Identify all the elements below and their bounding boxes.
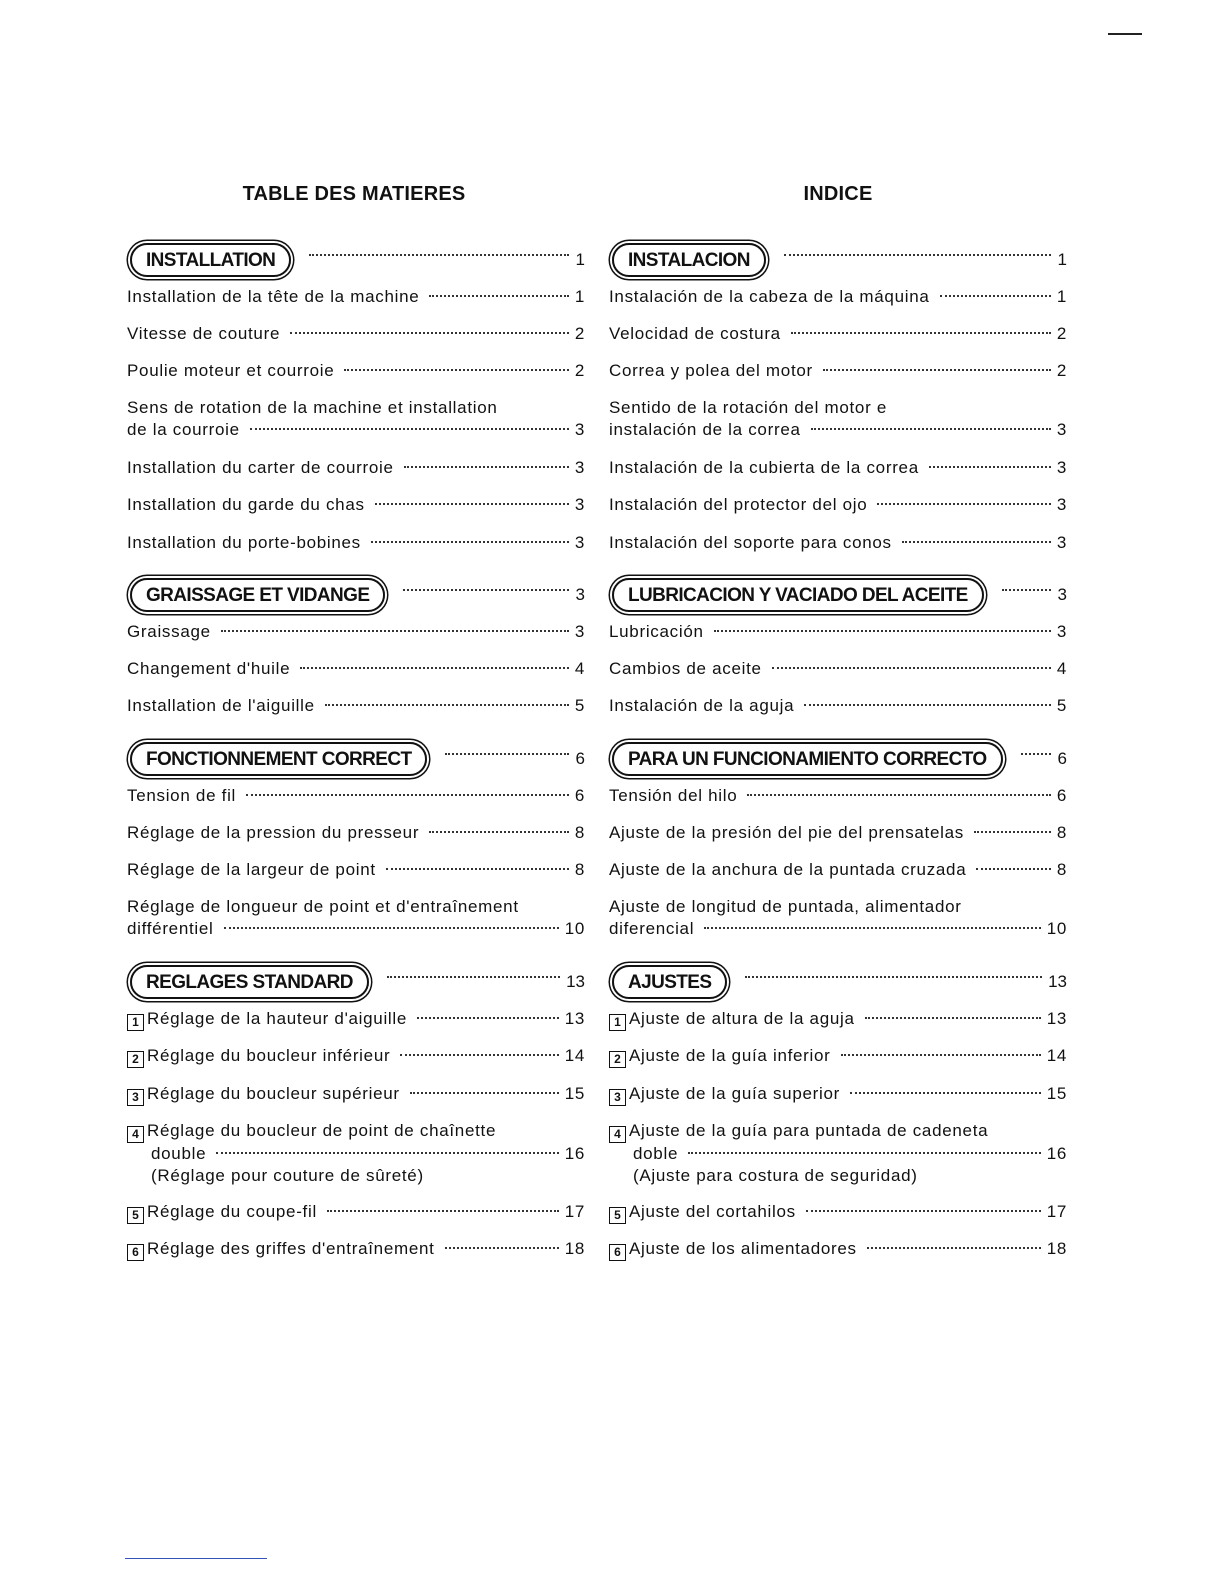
dot-leader xyxy=(400,1054,558,1056)
toc-entry[interactable] xyxy=(609,397,1067,441)
section-heading: REGLAGES STANDARD xyxy=(130,965,369,999)
entry-label: Graissage xyxy=(127,622,211,641)
section-heading: FONCTIONNEMENT CORRECT xyxy=(130,742,427,776)
entry-note: (Ajuste para costura de seguridad) xyxy=(633,1165,918,1185)
dot-leader xyxy=(403,589,569,591)
step-number-box: 3 xyxy=(127,1089,144,1106)
page-number: 3 xyxy=(1056,458,1067,477)
toc-entry[interactable] xyxy=(127,859,585,881)
dot-leader xyxy=(745,976,1042,978)
dot-leader xyxy=(445,753,569,755)
entry-label: Réglage de la largeur de point xyxy=(127,860,376,879)
toc-entry[interactable] xyxy=(127,695,585,717)
toc-entry[interactable] xyxy=(127,1083,585,1106)
dot-leader xyxy=(806,1210,1041,1212)
section-heading-row[interactable] xyxy=(127,243,585,277)
dot-leader xyxy=(688,1152,1041,1154)
step-number-box: 3 xyxy=(609,1089,626,1106)
entry-label: Vitesse de couture xyxy=(127,324,281,343)
page-number: 5 xyxy=(1056,696,1067,715)
dot-leader xyxy=(841,1054,1041,1056)
dot-leader xyxy=(1002,589,1051,591)
entry-label: Ajuste de la guía superior xyxy=(629,1084,840,1103)
entry-label: Poulie moteur et courroie xyxy=(127,361,335,380)
entry-label: doble xyxy=(633,1143,679,1163)
dot-leader xyxy=(429,831,569,833)
page-number: 2 xyxy=(574,361,585,380)
step-number-box: 2 xyxy=(609,1051,626,1068)
page-number: 18 xyxy=(564,1239,585,1258)
toc-entry[interactable] xyxy=(127,360,585,382)
entry-label: Instalación del protector del ojo xyxy=(609,495,868,514)
entry-label-line1: Ajuste de la guía para puntada de cadeneta xyxy=(629,1121,989,1140)
step-number-box: 4 xyxy=(127,1126,144,1143)
dot-leader xyxy=(929,466,1051,468)
page-number: 13 xyxy=(564,1009,585,1028)
entry-label-line1: Réglage de longueur de point et d'entraînement xyxy=(127,897,519,916)
section-heading: INSTALACION xyxy=(612,243,766,277)
dot-leader xyxy=(704,927,1040,929)
entry-label: de la courroie xyxy=(127,420,240,439)
dot-leader xyxy=(221,630,569,632)
toc-entry[interactable] xyxy=(609,286,1067,308)
toc-entry[interactable] xyxy=(609,896,1067,940)
entry-label: Réglage du boucleur inférieur xyxy=(147,1046,391,1065)
entry-label: Installation de la tête de la machine xyxy=(127,287,420,306)
page-number: 10 xyxy=(564,919,585,938)
entry-label: Installation du carter de courroie xyxy=(127,458,394,477)
page-number: 1 xyxy=(1056,287,1067,306)
scan-line xyxy=(125,1558,267,1559)
section-heading: INSTALLATION xyxy=(130,243,291,277)
page-number: 16 xyxy=(564,1143,585,1163)
page-number: 18 xyxy=(1046,1239,1067,1258)
step-number-box: 6 xyxy=(127,1244,144,1261)
entry-label-line1: Sens de rotation de la machine et installation xyxy=(127,398,498,417)
dot-leader xyxy=(429,295,568,297)
entry-label: Ajuste de los alimentadores xyxy=(629,1239,857,1258)
page-number: 17 xyxy=(1046,1202,1067,1221)
page-number: 2 xyxy=(1056,361,1067,380)
dot-leader xyxy=(290,332,569,334)
toc-entry[interactable] xyxy=(609,822,1067,844)
page-number: 14 xyxy=(564,1046,585,1065)
section-heading-row[interactable] xyxy=(127,578,585,612)
step-number-box: 1 xyxy=(127,1014,144,1031)
toc-entry[interactable] xyxy=(609,323,1067,345)
toc-entry[interactable] xyxy=(609,1045,1067,1068)
entry-label: Ajuste de la presión del pie del prensatelas xyxy=(609,823,964,842)
entry-label: Tensión del hilo xyxy=(609,786,738,805)
page-number: 3 xyxy=(574,458,585,477)
page-number: 10 xyxy=(1046,919,1067,938)
page-number: 6 xyxy=(574,786,585,805)
entry-label: Cambios de aceite xyxy=(609,659,762,678)
toc-entry[interactable] xyxy=(127,896,585,940)
entry-label: Installation du garde du chas xyxy=(127,495,365,514)
page-number: 3 xyxy=(574,622,585,641)
section-heading-row[interactable] xyxy=(609,742,1067,776)
entry-label: instalación de la correa xyxy=(609,420,801,439)
page-number: 2 xyxy=(574,324,585,343)
dot-leader xyxy=(902,541,1051,543)
toc-entry[interactable] xyxy=(609,621,1067,643)
entry-note: (Réglage pour couture de sûreté) xyxy=(151,1165,424,1185)
step-number-box: 4 xyxy=(609,1126,626,1143)
entry-label: Lubricación xyxy=(609,622,704,641)
toc-entry[interactable] xyxy=(127,1045,585,1068)
page-number: 3 xyxy=(1056,420,1067,439)
entry-label: Installation du porte-bobines xyxy=(127,533,361,552)
toc-entry[interactable] xyxy=(127,1120,585,1187)
toc-entry[interactable] xyxy=(609,1238,1067,1261)
page-number: 6 xyxy=(575,749,585,768)
dot-leader xyxy=(309,254,569,256)
toc-entry[interactable] xyxy=(127,286,585,308)
dot-leader xyxy=(344,369,568,371)
toc-entry[interactable] xyxy=(127,457,585,479)
page-number: 3 xyxy=(1057,585,1067,604)
step-number-box: 5 xyxy=(609,1207,626,1224)
page-number: 17 xyxy=(564,1202,585,1221)
toc-entry[interactable] xyxy=(609,1083,1067,1106)
toc-entry[interactable] xyxy=(609,532,1067,554)
dot-leader xyxy=(216,1152,558,1154)
dot-leader xyxy=(445,1247,559,1249)
page-number: 6 xyxy=(1057,749,1067,768)
entry-label: Réglage de la hauteur d'aiguille xyxy=(147,1009,408,1028)
toc-entry[interactable] xyxy=(609,1201,1067,1224)
section-heading: AJUSTES xyxy=(612,965,727,999)
dot-leader xyxy=(300,667,569,669)
page-number: 8 xyxy=(1056,823,1067,842)
entry-label: Ajuste de la anchura de la puntada cruzada xyxy=(609,860,967,879)
entry-label: Instalación de la cubierta de la correa xyxy=(609,458,919,477)
toc-entry[interactable] xyxy=(127,1008,585,1031)
toc-entry[interactable] xyxy=(609,457,1067,479)
toc-entry[interactable] xyxy=(127,1238,585,1261)
dot-leader xyxy=(327,1210,559,1212)
page-number: 15 xyxy=(564,1084,585,1103)
page-number: 3 xyxy=(574,495,585,514)
dot-leader xyxy=(250,428,569,430)
dot-leader xyxy=(865,1017,1041,1019)
step-number-box: 2 xyxy=(127,1051,144,1068)
dot-leader xyxy=(325,704,569,706)
dot-leader xyxy=(850,1092,1041,1094)
section-heading-row[interactable] xyxy=(127,742,585,776)
step-number-box: 1 xyxy=(609,1014,626,1031)
dot-leader xyxy=(404,466,569,468)
page-number: 1 xyxy=(574,287,585,306)
dot-leader xyxy=(410,1092,559,1094)
dot-leader xyxy=(224,927,559,929)
section-heading: PARA UN FUNCIONAMIENTO CORRECTO xyxy=(612,742,1003,776)
toc-entry[interactable] xyxy=(127,785,585,807)
toc-entry[interactable] xyxy=(127,494,585,516)
entry-label: Réglage des griffes d'entraînement xyxy=(147,1239,435,1258)
page-number: 1 xyxy=(575,250,585,269)
dot-leader xyxy=(371,541,569,543)
toc-column-spanish xyxy=(609,0,1067,1300)
page-number: 13 xyxy=(566,972,585,991)
entry-label: Tension de fil xyxy=(127,786,237,805)
toc-entry[interactable] xyxy=(609,494,1067,516)
column-title: TABLE DES MATIERES xyxy=(242,183,466,205)
page-number: 3 xyxy=(575,585,585,604)
page-number: 3 xyxy=(574,420,585,439)
entry-label-line1: Ajuste de longitud de puntada, alimentador xyxy=(609,897,962,916)
section-heading-row[interactable] xyxy=(609,578,1067,612)
toc-entry[interactable] xyxy=(127,397,585,441)
page-number: 14 xyxy=(1046,1046,1067,1065)
entry-label-line1: Sentido de la rotación del motor e xyxy=(609,398,888,417)
section-heading: LUBRICACION Y VACIADO DEL ACEITE xyxy=(612,578,984,612)
page-number: 13 xyxy=(1046,1009,1067,1028)
entry-label: Réglage du coupe-fil xyxy=(147,1202,317,1221)
dot-leader xyxy=(804,704,1051,706)
toc-entry[interactable] xyxy=(127,1201,585,1224)
page-number: 6 xyxy=(1056,786,1067,805)
entry-label-line1: Réglage du boucleur de point de chaînette xyxy=(147,1121,497,1140)
toc-column-french xyxy=(127,0,585,1300)
section-heading-row[interactable] xyxy=(609,965,1067,999)
entry-label: Installation de l'aiguille xyxy=(127,696,315,715)
step-number-box: 6 xyxy=(609,1244,626,1261)
entry-label: Ajuste de la guía inferior xyxy=(629,1046,831,1065)
page-number: 8 xyxy=(574,860,585,879)
dot-leader xyxy=(772,667,1051,669)
dot-leader xyxy=(1021,753,1051,755)
entry-label: double xyxy=(151,1143,207,1163)
section-heading: GRAISSAGE ET VIDANGE xyxy=(130,578,385,612)
entry-label: Instalación del soporte para conos xyxy=(609,533,892,552)
page-number: 3 xyxy=(574,533,585,552)
toc-entry[interactable] xyxy=(609,658,1067,680)
dot-leader xyxy=(867,1247,1041,1249)
entry-label: Réglage du boucleur supérieur xyxy=(147,1084,400,1103)
dot-leader xyxy=(417,1017,559,1019)
section-heading-row[interactable] xyxy=(609,243,1067,277)
toc-entry[interactable] xyxy=(609,859,1067,881)
dot-leader xyxy=(375,503,569,505)
scan-mark xyxy=(1108,33,1142,35)
toc-entry[interactable] xyxy=(127,621,585,643)
entry-label: Changement d'huile xyxy=(127,659,291,678)
entry-label: Instalación de la aguja xyxy=(609,696,795,715)
dot-leader xyxy=(784,254,1051,256)
page-number: 15 xyxy=(1046,1084,1067,1103)
page-number: 2 xyxy=(1056,324,1067,343)
section-heading-row[interactable] xyxy=(127,965,585,999)
dot-leader xyxy=(940,295,1051,297)
entry-label: Réglage de la pression du presseur xyxy=(127,823,420,842)
entry-label: Instalación de la cabeza de la máquina xyxy=(609,287,930,306)
entry-label: diferencial xyxy=(609,919,695,938)
toc-entry[interactable] xyxy=(609,1008,1067,1031)
page-number: 3 xyxy=(1056,622,1067,641)
entry-label: Ajuste de altura de la aguja xyxy=(629,1009,855,1028)
page-number: 3 xyxy=(1056,495,1067,514)
dot-leader xyxy=(974,831,1051,833)
page-number: 3 xyxy=(1056,533,1067,552)
dot-leader xyxy=(823,369,1051,371)
dot-leader xyxy=(791,332,1051,334)
toc-entry[interactable] xyxy=(127,323,585,345)
page-number: 8 xyxy=(1056,860,1067,879)
toc-entry[interactable] xyxy=(609,785,1067,807)
page-number: 13 xyxy=(1048,972,1067,991)
toc-entry[interactable] xyxy=(609,360,1067,382)
page-number: 1 xyxy=(1057,250,1067,269)
dot-leader xyxy=(246,794,569,796)
dot-leader xyxy=(877,503,1050,505)
page-number: 4 xyxy=(574,659,585,678)
column-title: INDICE xyxy=(803,183,873,205)
dot-leader xyxy=(747,794,1050,796)
dot-leader xyxy=(387,976,560,978)
entry-label: Velocidad de costura xyxy=(609,324,781,343)
toc-entry[interactable] xyxy=(609,695,1067,717)
dot-leader xyxy=(811,428,1051,430)
entry-label: Ajuste del cortahilos xyxy=(629,1202,796,1221)
page-number: 4 xyxy=(1056,659,1067,678)
dot-leader xyxy=(714,630,1051,632)
entry-label: différentiel xyxy=(127,919,214,938)
page-number: 5 xyxy=(574,696,585,715)
toc-entry[interactable] xyxy=(127,658,585,680)
page-number: 8 xyxy=(574,823,585,842)
toc-entry[interactable] xyxy=(609,1120,1067,1187)
toc-entry[interactable] xyxy=(127,822,585,844)
step-number-box: 5 xyxy=(127,1207,144,1224)
dot-leader xyxy=(976,868,1050,870)
dot-leader xyxy=(386,868,569,870)
entry-label: Correa y polea del motor xyxy=(609,361,813,380)
toc-entry[interactable] xyxy=(127,532,585,554)
page-number: 16 xyxy=(1046,1143,1067,1163)
